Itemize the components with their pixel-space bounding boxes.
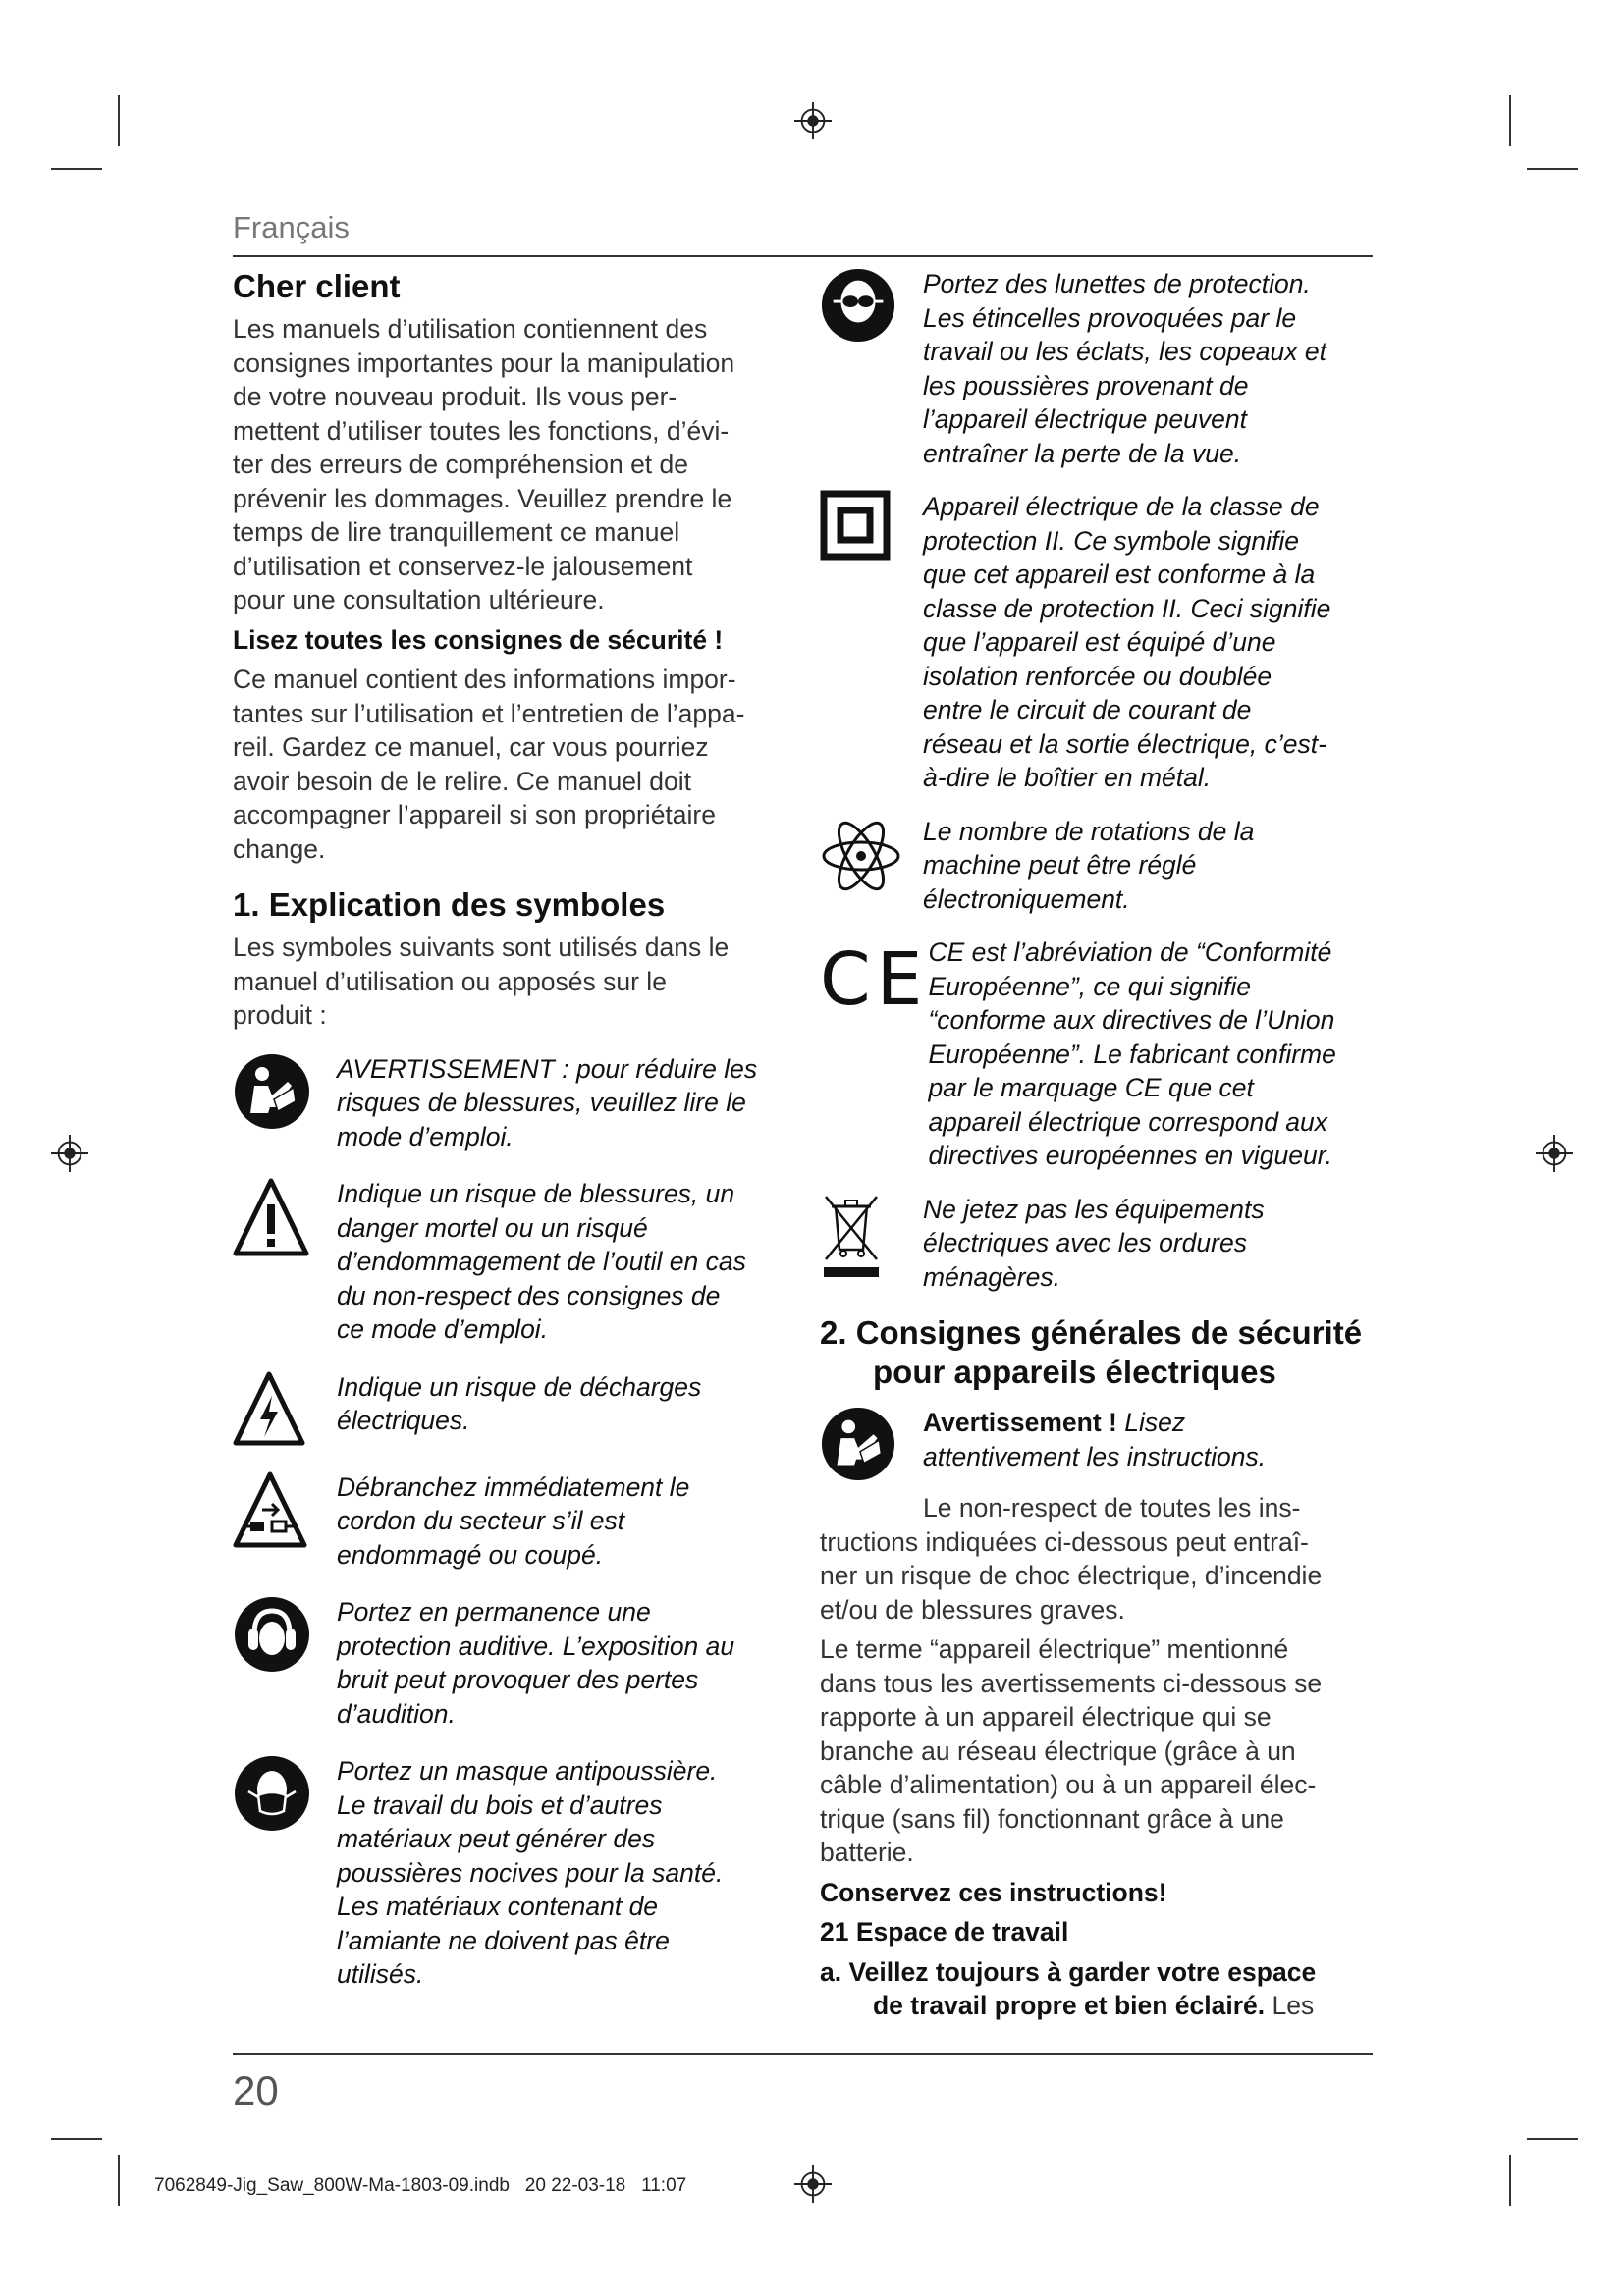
symbol-electric-shock [233, 1370, 783, 1447]
symbol-dust-mask [233, 1754, 783, 1992]
text-line: l’amiante ne doivent pas être [337, 1925, 670, 1955]
text-line: mode d’emploi. [337, 1121, 514, 1151]
symbol-text [923, 490, 1330, 795]
text-line: Ce manuel contient des informations impor- [233, 665, 736, 694]
text-line: que l’appareil est équipé d’une [923, 627, 1276, 657]
symbol-weee [820, 1193, 1380, 1295]
text-line: Portez en permanence une [337, 1597, 651, 1627]
text-line: l’appareil électrique peuvent [923, 404, 1247, 434]
symbol-text [337, 1177, 746, 1347]
crop-mark [51, 2138, 102, 2140]
dust-mask-icon [233, 1754, 311, 1833]
symbol-text [923, 1193, 1265, 1295]
text-line: à-dire le boîtier en métal. [923, 763, 1212, 792]
text-line: Indique un risque de blessures, un [337, 1179, 735, 1208]
text-line: ce mode d’emploi. [337, 1314, 549, 1344]
text-line: Indique un risque de décharges [337, 1371, 702, 1402]
text-line: Le nombre de rotations de la [923, 816, 1255, 846]
text-line: ner un risque de choc électrique, d’incendie [820, 1561, 1323, 1590]
symbol-text [337, 1470, 689, 1573]
text-line: entraîner la perte de la vue. [923, 438, 1242, 468]
text-line: temps de lire tranquillement ce manuel [233, 517, 680, 547]
warning-bold: Avertissement ! [923, 1408, 1117, 1437]
symbol-text [923, 815, 1254, 917]
text-line: accompagner l’appareil si son propriétaire [233, 800, 716, 829]
registration-mark-icon [51, 1135, 88, 1172]
text-line: électriques avec les ordures [923, 1228, 1247, 1257]
text-line: Le terme “appareil électrique” mentionné [820, 1634, 1289, 1664]
text-line: pour une consultation ultérieure. [233, 585, 605, 614]
warning-read-instructions [820, 1406, 1380, 1487]
text-line: machine peut être réglé [923, 850, 1197, 880]
text-line: par le marquage CE que cet [928, 1073, 1254, 1102]
text-line: CE est l’abréviation de “Conformité [928, 937, 1332, 967]
intro-paragraph [233, 312, 783, 617]
text-line: et/ou de blessures graves. [820, 1594, 1125, 1625]
text-line: “conforme aux directives de l’Union [928, 1005, 1335, 1035]
section2-title [820, 1313, 1380, 1392]
crop-mark [1527, 168, 1578, 170]
text-line: rapporte à un appareil électrique qui se [820, 1702, 1272, 1732]
text-line: Débranchez immédiatement le [337, 1471, 690, 1502]
text-line: électroniquement. [923, 883, 1130, 914]
text-line: du non-respect des consignes de [337, 1280, 721, 1310]
text-line: Les [1265, 1991, 1315, 2020]
crop-mark [1509, 2155, 1511, 2206]
text-line: Les étincelles provoquées par le [923, 302, 1297, 333]
text-line: a. Veillez toujours à garder votre espace [820, 1956, 1317, 1987]
language-header: Français [233, 210, 350, 244]
text-line: de votre nouveau produit. Ils vous per- [233, 382, 677, 411]
text-line: Le non-respect de toutes les ins- [923, 1493, 1301, 1522]
text-line: tantes sur l’utilisation et l’entretien de l’appa- [233, 698, 745, 728]
text-line: d’audition. [337, 1698, 456, 1729]
symbol-text [337, 1754, 723, 1992]
text-line: Appareil électrique de la classe de [923, 492, 1320, 521]
symbol-ear-protection [233, 1595, 783, 1731]
keep-instructions: Conservez ces instructions! [820, 1877, 1167, 1907]
symbol-text [337, 1595, 734, 1731]
text-line: d’endommagement de l’outil en cas [337, 1247, 746, 1276]
text-line: les poussières provenant de [923, 370, 1249, 400]
text-line: manuel d’utilisation ou apposés sur le [233, 966, 667, 996]
symbol-safety-goggles [820, 267, 1380, 470]
footer-rule [233, 2053, 1373, 2055]
text-line: de travail propre et bien éclairé. [873, 1991, 1266, 2020]
section1-title: 1. Explication des symboles [233, 886, 666, 923]
symbol-electronic-speed [820, 815, 1380, 917]
registration-mark-icon [794, 2165, 832, 2203]
text-line: 2. Consignes générales de sécurité [820, 1314, 1363, 1351]
text-line: câble d’alimentation) ou à un appareil élec- [820, 1770, 1317, 1799]
text-line: batterie. [820, 1838, 914, 1867]
term-paragraph [820, 1632, 1380, 1870]
text-line: isolation renforcée ou doublée [923, 661, 1272, 691]
crop-mark [118, 95, 120, 146]
symbol-text [337, 1370, 701, 1438]
symbol-class-ii [820, 490, 1380, 795]
text-line: avoir besoin de le relire. Ce manuel doit [233, 766, 691, 796]
crop-mark [1527, 2138, 1578, 2140]
text-line: branche au réseau électrique (grâce à un [820, 1735, 1296, 1766]
text-line: entre le circuit de courant de [923, 695, 1252, 724]
text-line: produit : [233, 1000, 327, 1030]
registration-mark-icon [794, 102, 832, 139]
weee-bin-icon [820, 1193, 883, 1281]
header-rule [233, 255, 1373, 257]
symbol-warning [233, 1177, 783, 1347]
symbol-text [337, 1052, 757, 1154]
text-line: protection auditive. L’exposition au [337, 1630, 735, 1661]
text-line: que cet appareil est conforme à la [923, 560, 1316, 589]
text-line: poussières nocives pour la santé. [337, 1857, 724, 1888]
crop-mark [51, 168, 102, 170]
text-line: travail ou les éclats, les copeaux et [923, 337, 1326, 366]
text-line: Les matériaux contenant de [337, 1892, 659, 1921]
text-line: change. [233, 833, 326, 864]
symbol-text [928, 935, 1335, 1173]
text-line: Européenne”. Le fabricant confirme [928, 1039, 1336, 1069]
item-a [820, 1955, 1380, 2023]
text-line: reil. Gardez ce manuel, car vous pourriez [233, 732, 709, 762]
text-line: directives européennes en vigueur. [928, 1141, 1332, 1170]
warning-text [923, 1406, 1266, 1473]
text-line: Ne jetez pas les équipements [923, 1194, 1265, 1224]
text-line: Lisez [1124, 1408, 1186, 1437]
text-line: d’utilisation et conservez-le jalousement [233, 551, 693, 581]
text-line: Portez un masque antipoussière. [337, 1756, 718, 1786]
intro-title: Cher client [233, 268, 401, 304]
read-manual-icon [820, 1406, 896, 1482]
crop-mark [118, 2155, 120, 2206]
symbol-read-manual [233, 1052, 783, 1154]
ear-protection-icon [233, 1595, 311, 1674]
crop-mark [1509, 95, 1511, 146]
left-column [233, 267, 783, 2015]
text-line: protection II. Ce symbole signifie [923, 525, 1299, 556]
ce-mark-icon: CE [820, 937, 929, 1022]
subsection-workspace: 21 Espace de travail [820, 1917, 1069, 1947]
text-line: matériaux peut générer des [337, 1824, 656, 1853]
text-line: tructions indiquées ci-dessous peut entraî- [820, 1526, 1309, 1557]
electric-shock-icon [233, 1370, 305, 1447]
text-line: mettent d’utiliser toutes les fonctions, d’évi- [233, 415, 730, 446]
text-line: Le travail du bois et d’autres [337, 1789, 663, 1820]
text-line: appareil électrique correspond aux [928, 1106, 1328, 1137]
text-line: trique (sans fil) fonctionnant grâce à une [820, 1803, 1284, 1834]
symbol-ce-mark [820, 935, 1380, 1173]
warning-triangle-icon [233, 1177, 309, 1257]
text-line: utilisés. [337, 1959, 424, 1989]
right-column [820, 267, 1380, 2029]
text-line: attentivement les instructions. [923, 1441, 1267, 1471]
unplug-cord-icon [233, 1470, 307, 1549]
symbol-text [923, 267, 1326, 470]
text-line: électriques. [337, 1406, 470, 1435]
symbol-unplug [233, 1470, 783, 1573]
class-ii-icon [820, 490, 891, 561]
read-all-notice: Lisez toutes les consignes de sécurité ! [233, 624, 724, 655]
text-line: consignes importantes pour la manipulation [233, 347, 735, 378]
page-number: 20 [233, 2067, 279, 2113]
text-line: Portez des lunettes de protection. [923, 269, 1311, 298]
text-line: ter des erreurs de compréhension et de [233, 450, 689, 479]
text-line: dans tous les avertissements ci-dessous se [820, 1668, 1323, 1698]
text-line: AVERTISSEMENT : pour réduire les [337, 1053, 758, 1084]
section1-intro [233, 931, 783, 1033]
noncompliance-paragraph [820, 1491, 1380, 1627]
read-manual-icon [233, 1052, 311, 1131]
text-line: réseau et la sortie électrique, c’est- [923, 728, 1326, 759]
text-line: danger mortel ou un risqué [337, 1212, 648, 1243]
electronic-speed-icon [820, 815, 902, 897]
text-line: cordon du secteur s’il est [337, 1506, 625, 1535]
registration-mark-icon [1536, 1135, 1573, 1172]
text-line: pour appareils électriques [873, 1354, 1276, 1390]
text-line: classe de protection II. Ceci signifie [923, 593, 1331, 623]
text-line: Les symboles suivants sont utilisés dans le [233, 933, 730, 962]
text-line: ménagères. [923, 1261, 1060, 1292]
print-footer: 7062849-Jig_Saw_800W-Ma-1803-09.indb 20 22-03-18 11:07 [154, 2175, 687, 2196]
text-line: Les manuels d’utilisation contiennent des [233, 314, 708, 344]
text-line: endommagé ou coupé. [337, 1539, 604, 1570]
text-line: bruit peut provoquer des pertes [337, 1665, 699, 1694]
text-line: Européenne”, ce qui signifie [928, 971, 1251, 1001]
text-line: prévenir les dommages. Veuillez prendre le [233, 483, 732, 513]
text-line: risques de blessures, veuillez lire le [337, 1088, 746, 1117]
safety-goggles-icon [820, 267, 896, 344]
manual-paragraph [233, 663, 783, 866]
